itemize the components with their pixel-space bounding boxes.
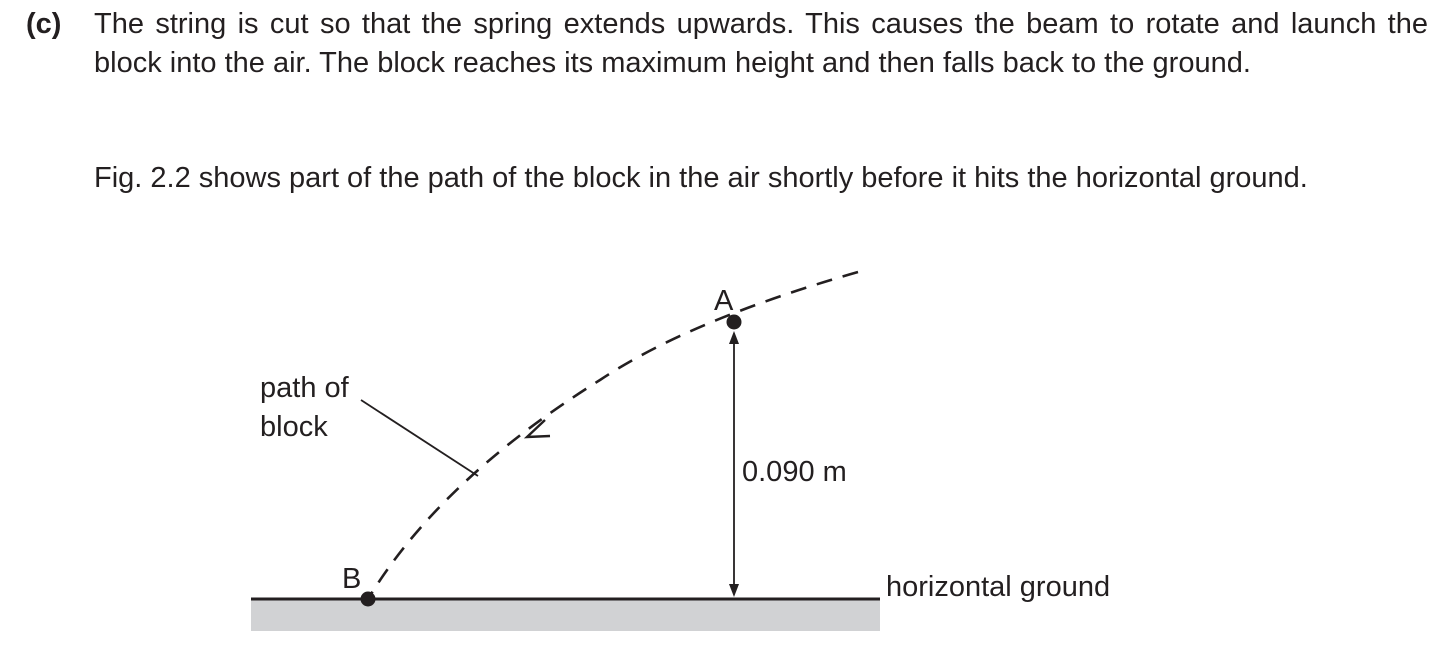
ground-surface bbox=[251, 599, 880, 631]
height-arrow-head-top bbox=[729, 331, 739, 344]
point-b bbox=[361, 592, 376, 607]
question-paragraph-1: The string is cut so that the spring extends upwards. This causes the beam to rotate and launch the block into the air. The block reaches its maximum height and then falls back to the ground. bbox=[94, 8, 1428, 79]
point-a-label: A bbox=[714, 285, 734, 317]
block-path-curve bbox=[368, 272, 858, 599]
part-label: (c) bbox=[26, 8, 62, 40]
height-arrow-head-bottom bbox=[729, 584, 739, 597]
path-label-line-1: path of bbox=[260, 372, 349, 404]
path-label-line-2: block bbox=[260, 411, 328, 443]
question-paragraph-2: Fig. 2.2 shows part of the path of the block in the air shortly before it hits the horizontal ground. bbox=[94, 162, 1308, 194]
point-b-label: B bbox=[342, 563, 362, 595]
ground-label: horizontal ground bbox=[886, 571, 1111, 603]
height-label: 0.090 m bbox=[742, 456, 847, 488]
path-label-leader bbox=[361, 400, 478, 476]
